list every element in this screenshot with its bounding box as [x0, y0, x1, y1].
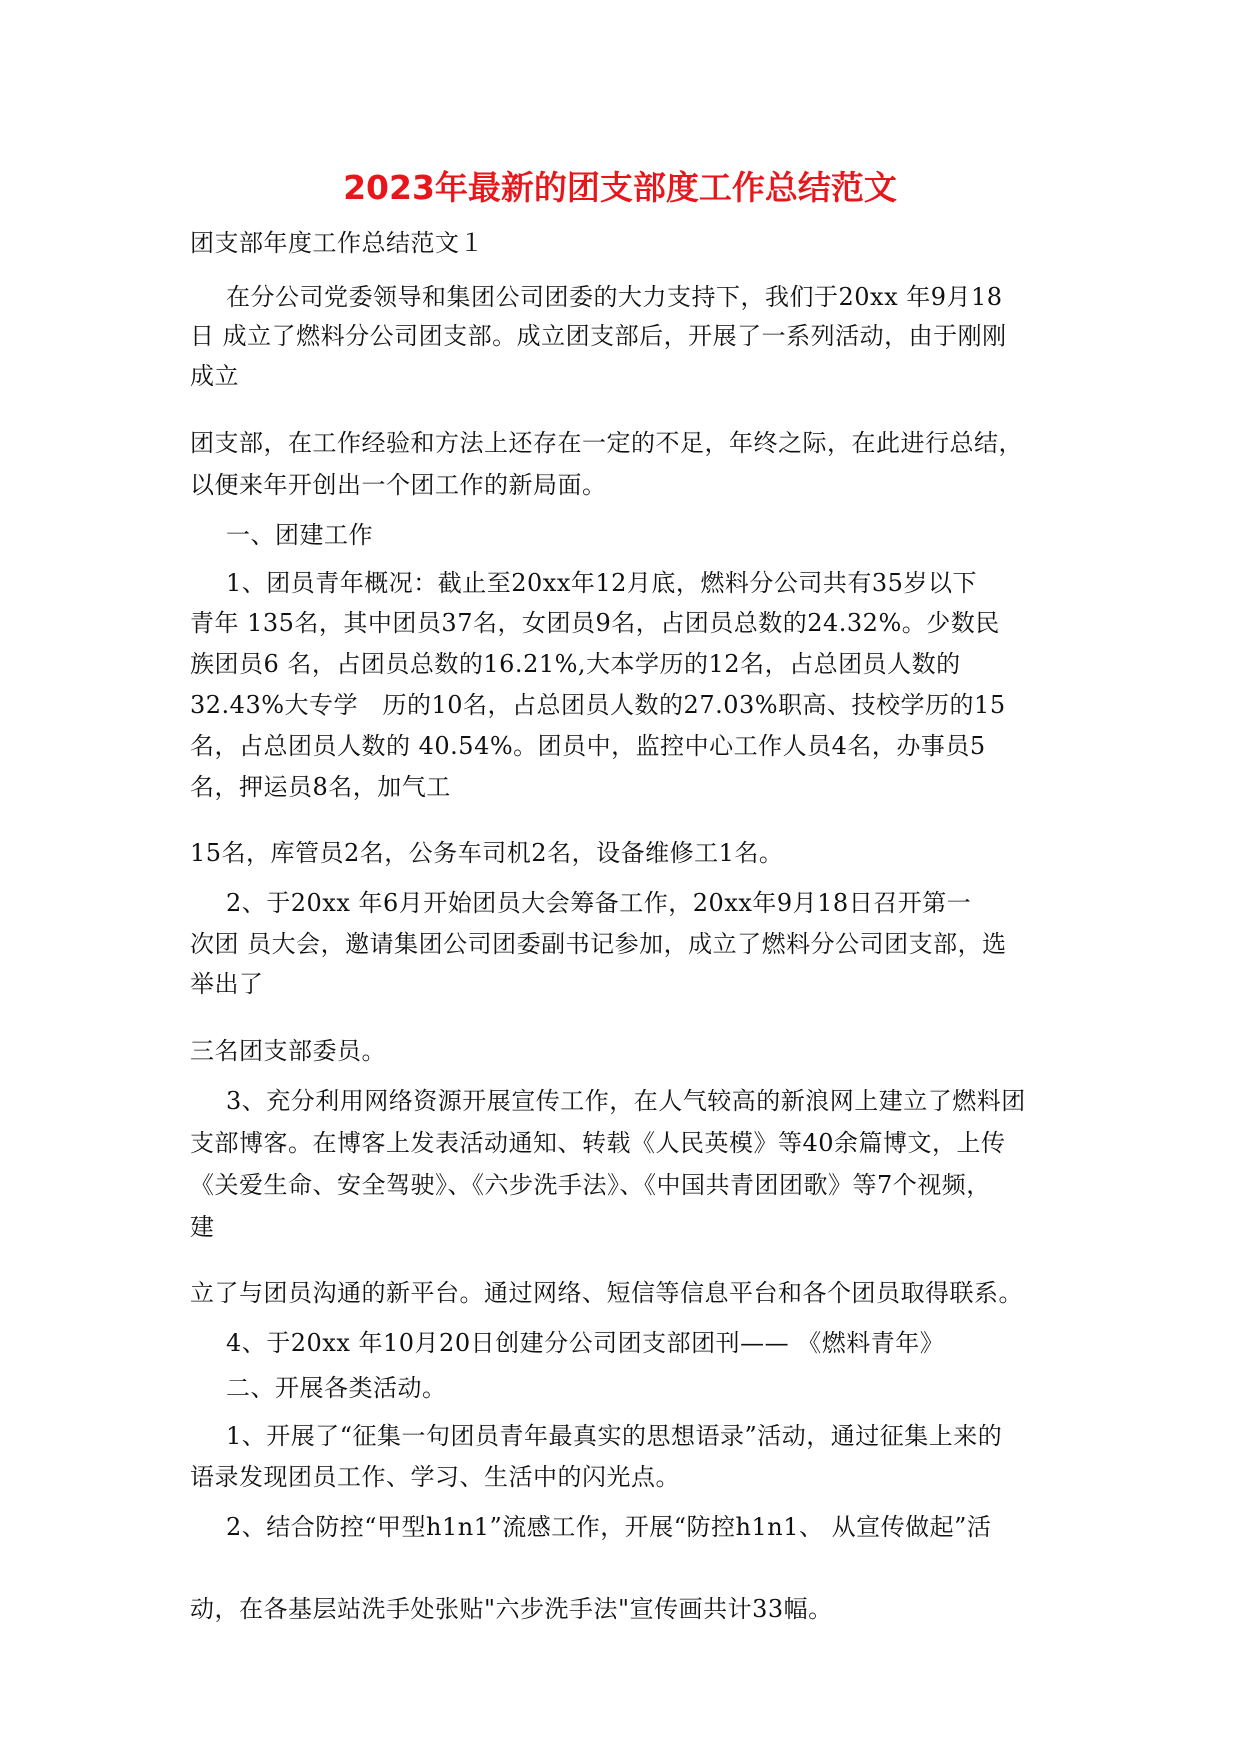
paragraph-line: 团支部，在工作经验和方法上还存在一定的不足，年终之际，在此进行总结， — [190, 429, 1023, 457]
section-heading: 一、团建工作 — [226, 521, 373, 549]
paragraph-line: 立了与团员沟通的新平台。通过网络、短信等信息平台和各个团员取得联系。 — [190, 1279, 1023, 1307]
paragraph-line: 4、于20xx 年10月20日创建分公司团支部团刊—— 《燃料青年》 — [226, 1329, 945, 1357]
paragraph-line: 次团 员大会，邀请集团公司团委副书记参加，成立了燃料分公司团支部，选 — [190, 930, 1007, 958]
document-title: 2023年最新的团支部度工作总结范文 — [343, 168, 897, 207]
paragraph-line: 名，押运员8名，加气工 — [190, 773, 451, 801]
paragraph-line: 日 成立了燃料分公司团支部。成立团支部后，开展了一系列活动，由于刚刚 — [190, 322, 1007, 350]
paragraph-line: 族团员6 名，占团员总数的16.21%,大本学历的12名，占总团员人数的 — [190, 650, 961, 678]
paragraph-line: 1、团员青年概况：截止至20xx年12月底，燃料分公司共有35岁以下 — [226, 569, 977, 597]
paragraph-line: 名，占总团员人数的 40.54%。团员中，监控中心工作人员4名，办事员5 — [190, 732, 986, 760]
section-heading: 团支部年度工作总结范文１ — [190, 229, 484, 257]
paragraph-line: 成立 — [190, 362, 239, 390]
paragraph-line: 以便来年开创出一个团工作的新局面。 — [190, 471, 607, 499]
paragraph-line: 2、结合防控“甲型h1n1”流感工作，开展“防控h1n1、 从宣传做起”活 — [226, 1513, 992, 1541]
paragraph-line: 3、充分利用网络资源开展宣传工作，在人气较高的新浪网上建立了燃料团 — [226, 1087, 1026, 1115]
paragraph-line: 2、于20xx 年6月开始团员大会筹备工作，20xx年9月18日召开第一 — [226, 889, 972, 917]
paragraph-line: 青年 135名，其中团员37名，女团员9名，占团员总数的24.32%。少数民 — [190, 609, 1000, 637]
paragraph-line: 举出了 — [190, 970, 264, 998]
paragraph-line: 建 — [190, 1213, 215, 1241]
paragraph-line: 支部博客。在博客上发表活动通知、转载《人民英模》等40余篇博文，上传 — [190, 1129, 1006, 1157]
paragraph-line: 1、开展了“征集一句团员青年最真实的思想语录”活动，通过征集上来的 — [226, 1422, 1003, 1450]
paragraph-line: 15名，库管员2名，公务车司机2名，设备维修工1名。 — [190, 839, 784, 867]
paragraph-line: 《关爱生命、安全驾驶》、《六步洗手法》、《中国共青团团歌》等7个视频， — [190, 1171, 991, 1199]
paragraph-line: 32.43%大专学 历的10名，占总团员人数的27.03%职高、技校学历的15 — [190, 691, 1006, 719]
paragraph-line: 动，在各基层站洗手处张贴"六步洗手法"宣传画共计33幅。 — [190, 1595, 833, 1623]
section-heading: 二、开展各类活动。 — [226, 1374, 447, 1402]
paragraph-line: 在分公司党委领导和集团公司团委的大力支持下，我们于20xx 年9月18 — [226, 283, 1003, 311]
paragraph-line: 语录发现团员工作、学习、生活中的闪光点。 — [190, 1463, 680, 1491]
paragraph-line: 三名团支部委员。 — [190, 1037, 386, 1065]
